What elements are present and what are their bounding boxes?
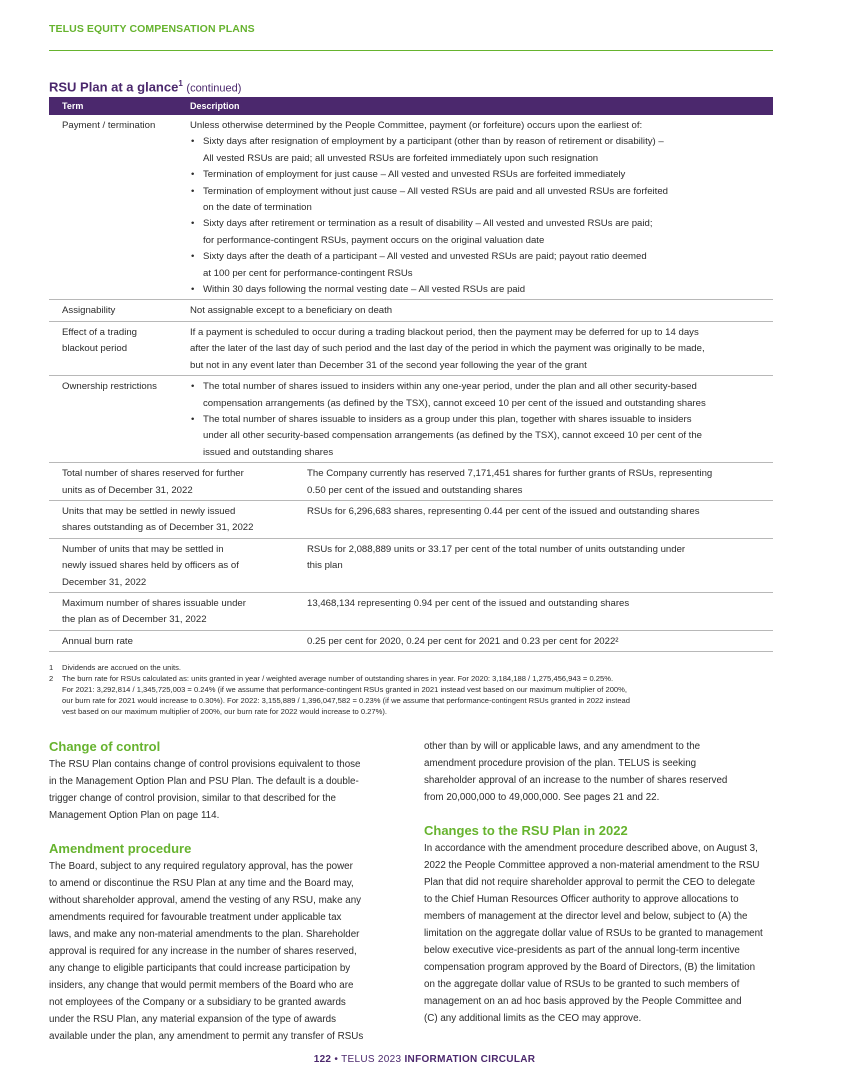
term-line: Maximum number of shares issuable under xyxy=(62,597,246,609)
footnote-number: 2 xyxy=(49,674,54,683)
bullet-item xyxy=(190,167,773,183)
heading-change-of-control: Change of control xyxy=(49,739,161,754)
row-line: If a payment is scheduled to occur during a trading blackout period, then the payment may be deferred for up to 14 days xyxy=(190,326,699,338)
row-description xyxy=(307,542,773,591)
bullet-item xyxy=(190,249,773,282)
bullet-line: • Termination of employment without just cause – All vested RSUs are paid and all unvested RSUs are forfeited xyxy=(203,185,669,197)
text-line: compensation program approved by the Board of Directors, (B) the limitation xyxy=(424,962,756,973)
section-title xyxy=(49,79,241,94)
heading-changes-2022: Changes to the RSU Plan in 2022 xyxy=(424,823,628,838)
paragraph xyxy=(49,858,395,1045)
text-line: any change to eligible participants that could increase participation by xyxy=(49,963,351,974)
bullet-line: at 100 per cent for performance-contingent RSUs xyxy=(203,267,413,279)
footer-separator: • xyxy=(334,1054,339,1065)
text-line: limitation on the aggregate dollar value of RSUs to be granted to management xyxy=(424,928,763,939)
footnote-line: our burn rate for 2021 would increase to 0.30%). For 2022: 3,155,889 / 1,396,047,582 = 0.23% (if we assume that performance-contingent RSUs granted in 2022 instead xyxy=(62,696,630,705)
column-header-term: Term xyxy=(62,101,84,111)
term-line: Number of units that may be settled in xyxy=(62,543,224,555)
text-line: The RSU Plan contains change of control provisions equivalent to those xyxy=(49,759,361,770)
column-header-description: Description xyxy=(190,101,240,111)
header-rule xyxy=(49,50,773,51)
footnote-number: 1 xyxy=(49,663,54,672)
text-line: without shareholder approval, amend the vesting of any RSU, make any xyxy=(49,895,362,906)
text-line: The Board, subject to any required regulatory approval, has the power xyxy=(49,861,353,872)
row-line: The Company currently has reserved 7,171,451 shares for further grants of RSUs, representing xyxy=(307,468,713,480)
term-line: December 31, 2022 xyxy=(62,576,147,588)
row-line: this plan xyxy=(307,560,343,572)
bullet-list xyxy=(190,134,773,298)
row-term xyxy=(62,596,294,629)
bullet-line: for performance-contingent RSUs, payment occurs on the original valuation date xyxy=(203,234,545,246)
bullet-line: • The total number of shares issued to insiders within any one-year period, under the plan and all other security-based xyxy=(203,381,697,393)
table-row xyxy=(49,631,773,652)
text-line: Management Option Plan on page 114. xyxy=(49,810,220,821)
row-term xyxy=(62,542,294,591)
term-line: Effect of a trading xyxy=(62,326,138,338)
bullet-item xyxy=(190,216,773,249)
term-line: shares outstanding as of December 31, 2022 xyxy=(62,522,254,534)
text-line: (C) any additional limits as the CEO may approve. xyxy=(424,1013,642,1024)
bullet-line: • Sixty days after retirement or termination as a result of disability – All vested and unvested RSUs are paid; xyxy=(203,218,653,230)
term-line: Annual burn rate xyxy=(62,635,133,647)
row-line: RSUs for 6,296,683 shares, representing 0.44 per cent of the issued and outstanding shares xyxy=(307,505,700,517)
bullet-line: • Within 30 days following the normal vesting date – All vested RSUs are paid xyxy=(203,284,526,296)
bullet-line: issued and outstanding shares xyxy=(203,446,334,458)
row-term xyxy=(62,634,294,650)
term-line: blackout period xyxy=(62,343,128,355)
row-intro: Unless otherwise determined by the People Committee, payment (or forfeiture) occurs upon the earliest of: xyxy=(190,120,643,131)
heading-amendment-procedure: Amendment procedure xyxy=(49,841,192,856)
paragraph xyxy=(424,738,788,806)
paragraph xyxy=(49,756,395,824)
bullet-line: under all other security-based compensation arrangements (as defined by the TSX), cannot exceed 10 per cent of the xyxy=(203,430,702,442)
bullet-list xyxy=(190,379,773,461)
section-title-text: RSU Plan at a glance xyxy=(49,79,179,95)
term-line: Units that may be settled in newly issued xyxy=(62,505,236,517)
footnote-line: For 2021: 3,292,814 / 1,345,725,003 = 0.24% (if we assume that performance-contingent RSUs granted in 2021 instead vest based on our maximum multiplier of 200%, xyxy=(62,685,628,694)
bullet-item xyxy=(190,282,773,298)
row-line: RSUs for 2,088,889 units or 33.17 per cent of the total number of units outstanding under xyxy=(307,543,686,555)
footnote-line: The burn rate for RSUs calculated as: units granted in year / weighted average number of outstanding shares in year. For 2020: 3,184,188 / 1,275,456,943 = 0.25%. xyxy=(62,674,614,683)
bullet-item xyxy=(190,134,773,167)
table-row xyxy=(49,501,773,539)
left-column xyxy=(49,738,395,1045)
text-line: 2022 the People Committee approved a non-material amendment to the RSU xyxy=(424,860,760,871)
text-line: from 20,000,000 to 49,000,000. See pages 21 and 22. xyxy=(424,792,660,803)
continued-label: (continued) xyxy=(186,82,242,95)
row-description xyxy=(190,379,773,461)
bullet-line: compensation arrangements (as defined by the TSX), cannot exceed 10 per cent of the issued and outstanding shares xyxy=(203,397,706,409)
footer-company: TELUS 2023 xyxy=(341,1054,402,1065)
row-term xyxy=(62,325,182,358)
row-term: Payment / termination xyxy=(62,120,156,131)
table-row xyxy=(49,463,773,501)
page-number: 122 xyxy=(313,1054,332,1065)
bullet-item xyxy=(190,412,773,461)
bullet-line: • Sixty days after the death of a participant – All vested and unvested RSUs are paid; payout ratio deemed xyxy=(203,251,647,263)
table-header xyxy=(49,97,773,115)
text-line: to amend or discontinue the RSU Plan at any time and the Board may, xyxy=(49,878,354,889)
table-row xyxy=(49,300,773,321)
row-term: Assignability xyxy=(62,305,116,317)
row-line: after the later of the last day of such period and the last day of the period in which the payment was originally to be made, xyxy=(190,343,705,355)
row-line: Not assignable except to a beneficiary on death xyxy=(190,305,393,317)
footnote xyxy=(49,662,779,673)
text-line: insiders, any change that would permit members of the Board who are xyxy=(49,980,354,991)
bullet-item xyxy=(190,379,773,412)
bullet-line: All vested RSUs are paid; all unvested RSUs are forfeited immediately upon such resignation xyxy=(203,152,599,164)
term-line: the plan as of December 31, 2022 xyxy=(62,614,207,626)
bullet-line: • The total number of shares issuable to insiders as a group under this plan, together with shares issuable to insiders xyxy=(203,413,692,425)
row-line: but not in any event later than December 31 of the second year following the year of the grant xyxy=(190,359,587,371)
row-description xyxy=(190,325,773,374)
footnote-line: Dividends are accrued on the units. xyxy=(62,663,182,672)
text-line: laws, and make any non-material amendments to the plan. Shareholder xyxy=(49,929,360,940)
running-header: TELUS EQUITY COMPENSATION PLANS xyxy=(49,23,255,35)
bullet-line: • Sixty days after resignation of employment by a participant (other than by reason of retirement or disability) – xyxy=(203,136,664,148)
footer-document-name: INFORMATION CIRCULAR xyxy=(404,1054,536,1065)
text-line: amendments required for favourable treatment under applicable tax xyxy=(49,912,342,923)
row-description xyxy=(190,303,773,319)
table-row xyxy=(49,593,773,631)
text-line: In accordance with the amendment procedure described above, on August 3, xyxy=(424,843,758,854)
term-line: Total number of shares reserved for further xyxy=(62,468,244,480)
paragraph xyxy=(424,840,788,1027)
term-line: units as of December 31, 2022 xyxy=(62,484,193,496)
row-description xyxy=(307,634,773,650)
page-footer xyxy=(0,1054,849,1065)
text-line: amendment procedure provision of the plan. TELUS is seeking xyxy=(424,758,697,769)
table-row xyxy=(49,376,773,463)
right-column xyxy=(424,738,788,1027)
rsu-plan-table xyxy=(49,97,773,652)
footnotes xyxy=(49,662,779,717)
table-row xyxy=(49,539,773,593)
text-line: below executive vice-presidents as part of the annual long-term incentive xyxy=(424,945,740,956)
text-line: not employees of the Company or a subsidiary to be granted awards xyxy=(49,997,346,1008)
text-line: in the Management Option Plan and PSU Plan. The default is a double- xyxy=(49,776,359,787)
text-line: to the Chief Human Resources Officer authority to approve allocations to xyxy=(424,894,739,905)
term-line: newly issued shares held by officers as of xyxy=(62,560,239,572)
table-row xyxy=(49,115,773,300)
row-term xyxy=(62,504,294,537)
row-term: Ownership restrictions xyxy=(62,381,157,393)
row-description xyxy=(307,466,773,499)
text-line: Plan that did not require shareholder approval to permit the CEO to delegate xyxy=(424,877,756,888)
row-line: 13,468,134 representing 0.94 per cent of the issued and outstanding shares xyxy=(307,597,630,609)
bullet-item xyxy=(190,184,773,217)
row-description xyxy=(307,504,773,537)
text-line: under the RSU Plan, any material expansion of the type of awards xyxy=(49,1014,336,1025)
text-line: shareholder approval of an increase to the number of shares reserved xyxy=(424,775,728,786)
table-row xyxy=(49,322,773,376)
text-line: on the aggregate dollar value of RSUs to be granted to such members of xyxy=(424,979,740,990)
bullet-line: • Termination of employment for just cause – All vested and unvested RSUs are forfeited immediately xyxy=(203,169,626,181)
row-description xyxy=(190,118,773,298)
text-line: trigger change of control provision, similar to that described for the xyxy=(49,793,336,804)
text-line: approval is required for any increase in the number of shares reserved, xyxy=(49,946,357,957)
section-title-footnote-ref: 1 xyxy=(178,79,183,88)
text-line: other than by will or applicable laws, and any amendment to the xyxy=(424,741,701,752)
text-line: members of management at the director level and below, subject to (A) the xyxy=(424,911,748,922)
footnote-line: vest based on our maximum multiplier of 200%, our burn rate for 2022 would increase to 0.27%). xyxy=(62,707,388,716)
bullet-line: on the date of termination xyxy=(203,202,312,214)
text-line: available under the plan, any amendment to permit any transfer of RSUs xyxy=(49,1031,364,1042)
row-term xyxy=(62,466,294,499)
footnote xyxy=(49,673,779,717)
text-line: management on an ad hoc basis approved by the People Committee and xyxy=(424,996,742,1007)
row-description xyxy=(307,596,773,629)
row-line: 0.25 per cent for 2020, 0.24 per cent for 2021 and 0.23 per cent for 2022² xyxy=(307,635,619,647)
row-line: 0.50 per cent of the issued and outstanding shares xyxy=(307,484,523,496)
